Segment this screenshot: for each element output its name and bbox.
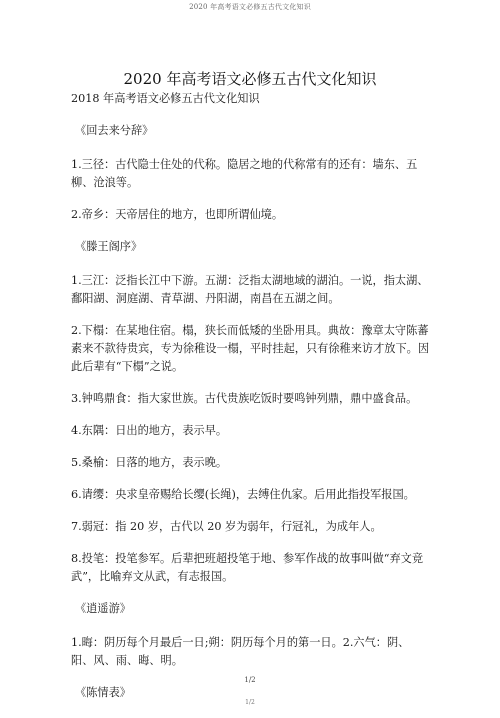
list-item: 2.帝乡：天帝居住的地方，也即所谓仙境。 [71,208,284,221]
list-item: 1.晦：阴历每个月最后一日;朔：阴历每个月的第一日。2.六气：阴、阳、风、雨、晦、明。 [71,636,410,667]
page-number: 1/2 [244,676,256,684]
list-item: 8.投笔：投笔参军。后辈把班超投笔于地、参军作战的故事叫做“弃文竞武”，比喻弃文从武，有志报国。 [71,552,424,583]
document-subtitle: 2018 年高考语文必修五古代文化知识 [71,92,260,105]
list-item: 5.桑榆：日落的地方，表示晚。 [71,456,228,469]
page-title: 2020 年高考语文必修五古代文化知识 [123,70,377,88]
list-item: 1.三径：古代隐士住处的代称。隐居之地的代称常有的还有：墙东、五柳、沧浪等。 [71,158,418,189]
section-heading: 《回去来兮辞》 [75,124,154,137]
bottom-page-number: 1/2 [245,699,255,706]
list-item: 3.钟鸣鼎食：指大家世族。古代贵族吃饭时要鸣钟列鼎，鼎中盛食品。 [71,392,418,405]
section-heading: 《滕王阁序》 [75,240,143,253]
list-item: 1.三江：泛指长江中下游。五湖：泛指太湖地域的湖泊。一说，指太湖、鄱阳湖、洞庭湖、青草湖、丹阳湖，南昌在五湖之间。 [71,274,429,305]
list-item: 6.请缨：央求皇帝赐给长缨(长绳)，去缚住仇家。后用此指投军报国。 [71,488,415,501]
list-item: 2.下榻：在某地住宿。榻，狭长而低矮的坐卧用具。典故：豫章太守陈蕃素来不款待贵宾，专为徐稚设一榻，平时挂起，只有徐稚来访才放下。因此后辈有“下榻”之说。 [71,324,430,373]
section-heading: 《陈情表》 [75,686,131,699]
section-heading: 《逍遥游》 [75,602,131,615]
list-item: 4.东隅：日出的地方，表示早。 [71,424,228,437]
list-item: 7.弱冠：指 20 岁，古代以 20 岁为弱年，行冠礼，为成年人。 [71,520,382,533]
document-body [71,90,431,718]
running-header: 2020 年高考语文必修五古代文化知识 [189,3,311,11]
